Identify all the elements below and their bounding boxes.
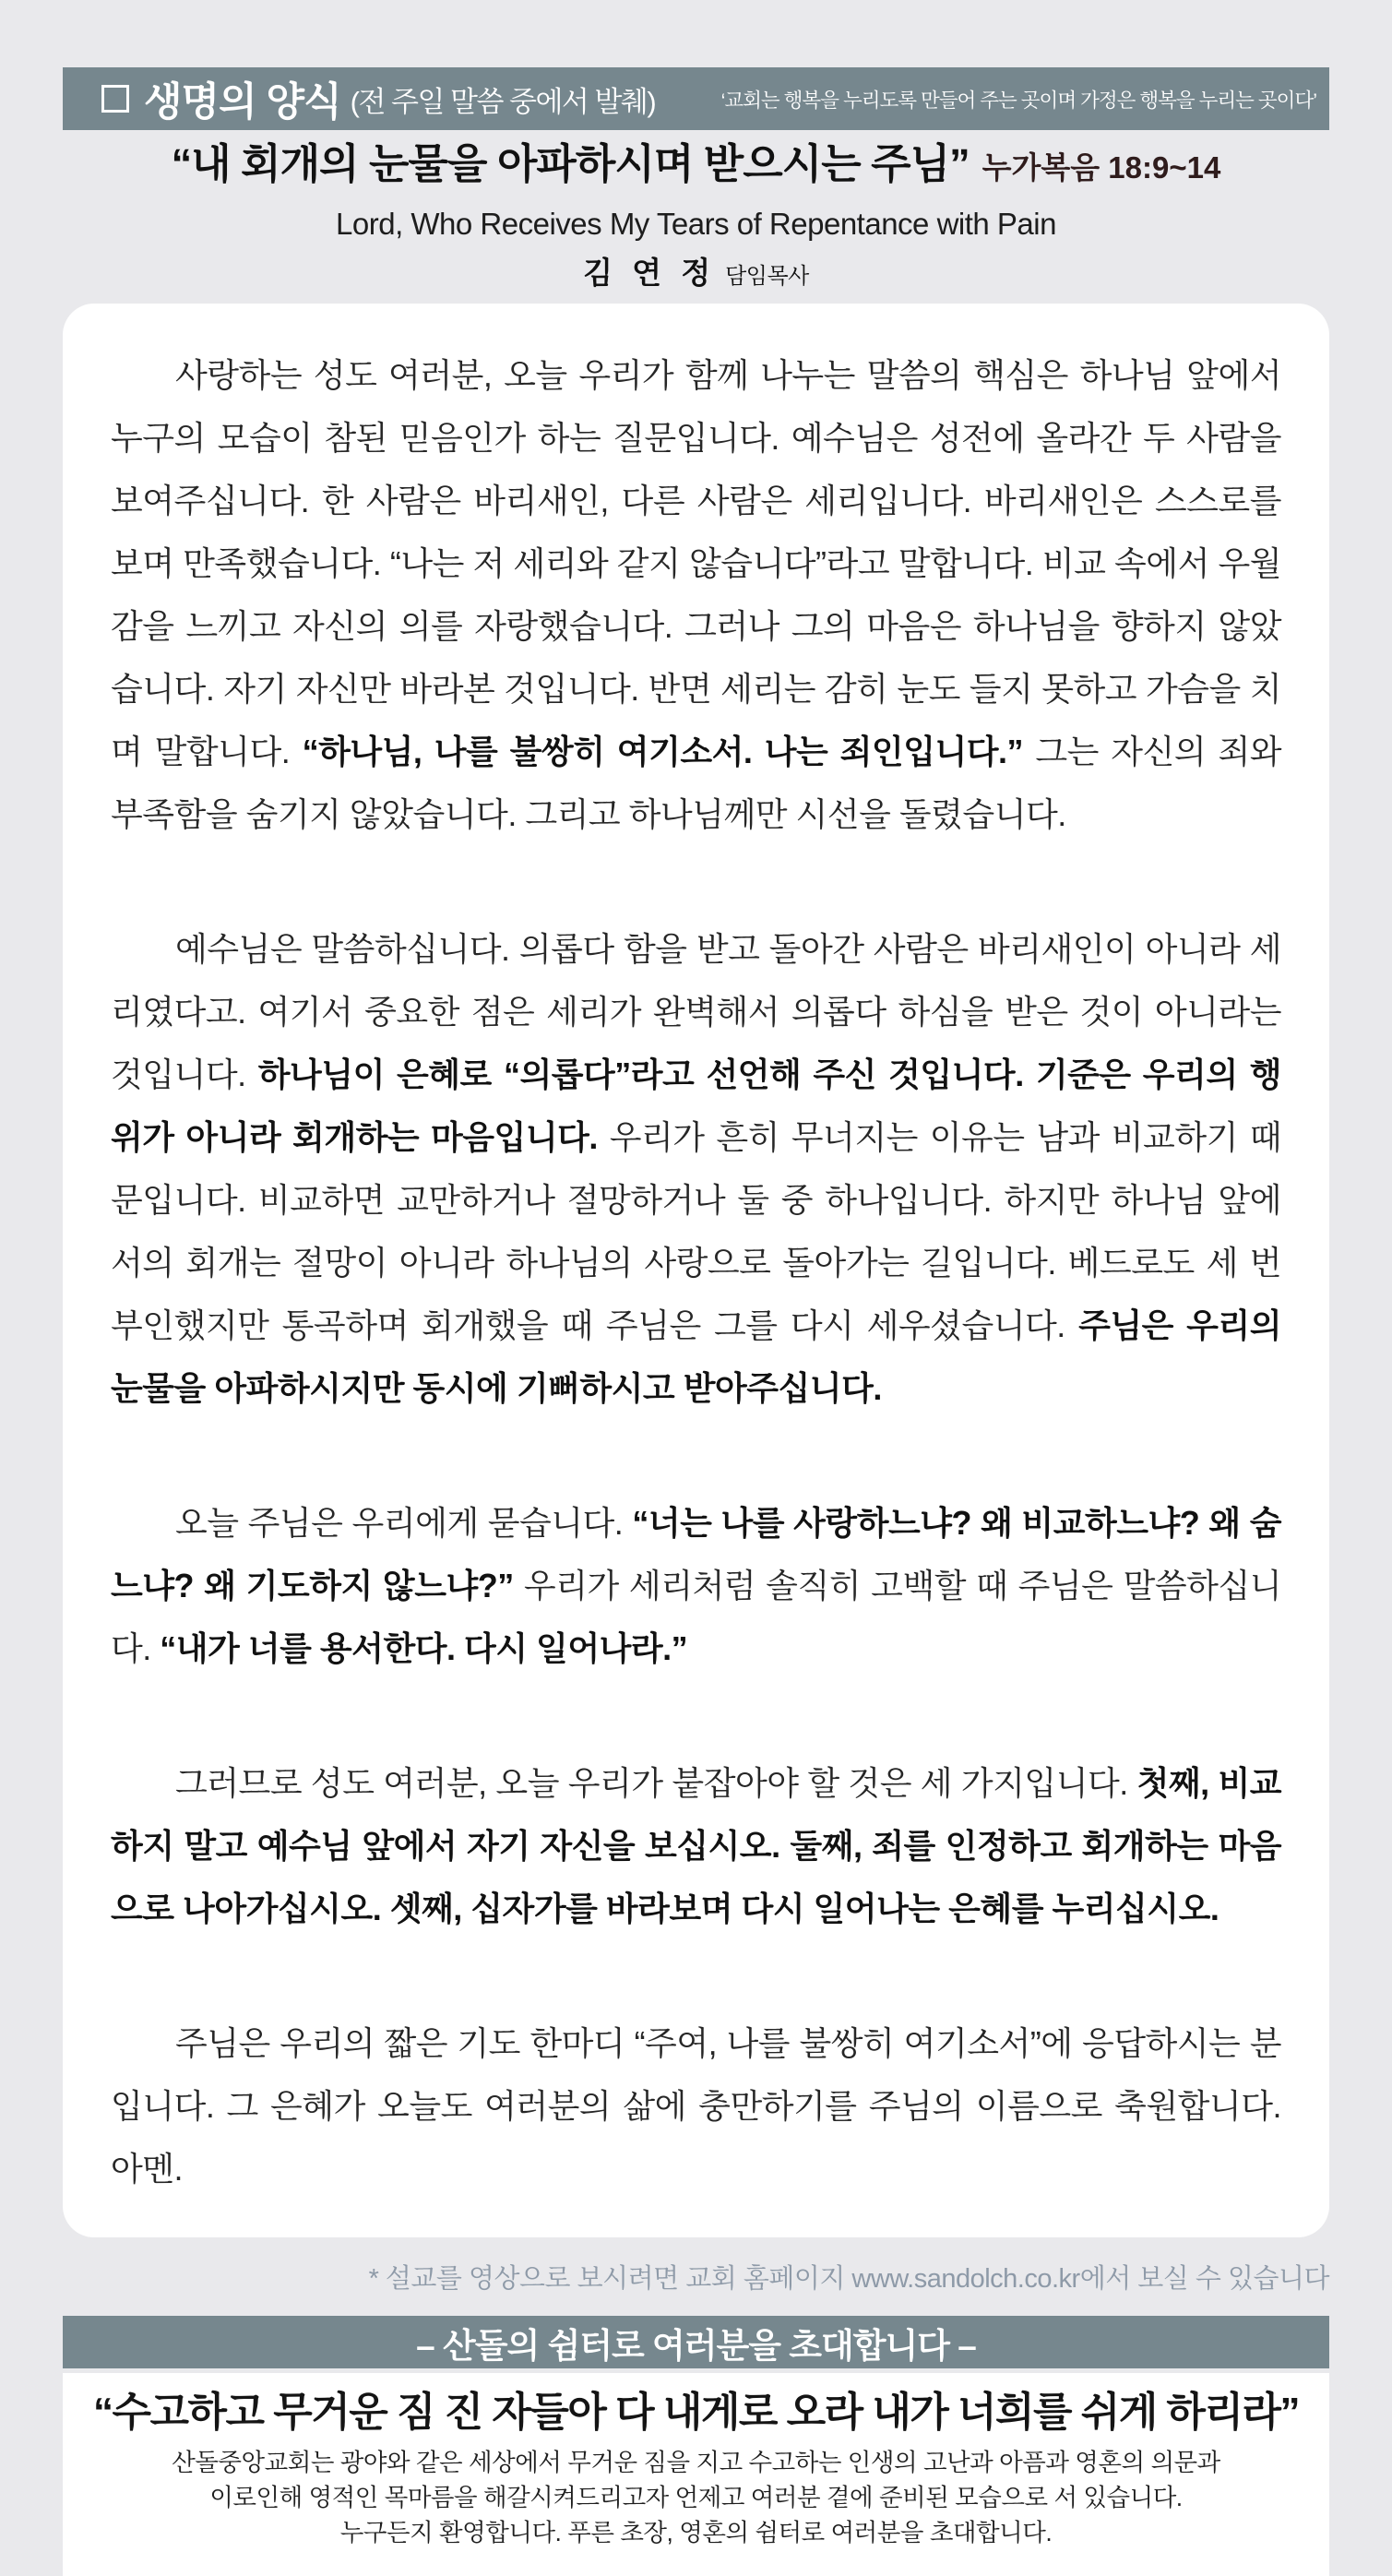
invitation-description xyxy=(79,2445,1313,2550)
sermon-paragraph xyxy=(111,1752,1281,1940)
author-line xyxy=(63,249,1329,292)
sermon-paragraph xyxy=(111,344,1281,846)
emphasis-text: 첫째, 비교하지 말고 예수님 앞에서 자기 자신을 보십시오. 둘째, 죄를 인정하고 회개하는 마음으로 나아가십시오. 셋째, 십자가를 바라보며 다시 일어나는 은혜를 누리십시오. xyxy=(111,1764,1281,1927)
invitation-header-bar xyxy=(63,2316,1329,2368)
sermon-title-english: Lord, Who Receives My Tears of Repentance with Pain xyxy=(336,207,1056,241)
body-text: 사랑하는 성도 여러분, 오늘 우리가 함께 나누는 말씀의 핵심은 하나님 앞에서 누구의 모습이 참된 믿음인가 하는 질문입니다. 예수님은 성전에 올라간 두 사람을 보여주십니다. 한 사람은 바리새인, 다른 사람은 세리입니다. 바리새인은 스스로를 보며 만족했습니다. “나는 저 세리와 같지 않습니다”라고 말합니다. 비교 속에서 우월감을 느끼고 자신의 의를 자랑했습니다. 그러나 그의 마음은 하나님을 향하지 않았습니다. 자기 자신만 바라본 것입니다. 반면 세리는 감히 눈도 들지 못하고 가슴을 치며 말합니다. xyxy=(111,356,1281,770)
square-bullet-icon xyxy=(101,85,129,113)
body-text: 예수님은 말씀하십니다. 의롭다 함을 받고 돌아간 사람은 바리새인이 아니라 세리였다고. 여기서 중요한 점은 세리가 완벽해서 의롭다 하심을 받은 것이 아니라는 것입니다. xyxy=(111,930,1281,1093)
invitation-bar-title: – 산돌의 쉼터로 여러분을 초대합니다 – xyxy=(416,2326,976,2365)
sermon-paragraph xyxy=(111,918,1281,1420)
invitation-quote: “수고하고 무거운 짐 진 자들아 다 내게로 오라 내가 너희를 쉬게 하리라” xyxy=(92,2390,1300,2435)
section-title: 생명의 양식 xyxy=(144,79,341,125)
video-note: * 설교를 영상으로 보시려면 교회 홈페이지 www.sandolch.co.kr에서 보실 수 있습니다 xyxy=(368,2264,1329,2294)
body-text: 우리가 흔히 무너지는 이유는 남과 비교하기 때문입니다. 비교하면 교만하거나 절망하거나 둘 중 하나입니다. 하지만 하나님 앞에서의 회개는 절망이 아니라 하나님의 사랑으로 돌아가는 길입니다. 베드로도 세 번 부인했지만 통곡하며 회개했을 때 주님은 그를 다시 세우셨습니다. xyxy=(111,1118,1282,1344)
emphasis-text: “너는 나를 사랑하느냐? 왜 비교하느냐? 왜 숨느냐? 왜 기도하지 않느냐?” xyxy=(111,1504,1281,1604)
sermon-paragraph xyxy=(111,1492,1281,1680)
body-text: 우리가 세리처럼 솔직히 고백할 때 주님은 말씀하십니다. xyxy=(111,1567,1281,1667)
invitation-box xyxy=(63,2373,1329,2576)
body-text: 그러므로 성도 여러분, 오늘 우리가 붙잡아야 할 것은 세 가지입니다. xyxy=(175,1764,1137,1802)
emphasis-text: “하나님, 나를 불쌍히 여기소서. 나는 죄인입니다.” xyxy=(302,733,1024,770)
emphasis-text: “내가 너를 용서한다. 다시 일어나라.” xyxy=(160,1629,688,1667)
scripture-reference: 누가복음 18:9~14 xyxy=(982,150,1221,185)
invitation-line: 누구든지 환영합니다. 푸른 초장, 영혼의 쉼터로 여러분을 초대합니다. xyxy=(339,2519,1053,2546)
section-header-bar xyxy=(63,67,1329,130)
section-quote: ‘교회는 행복을 누리도록 만들어 주는 곳이며 가정은 행복을 누리는 곳이다’ xyxy=(720,89,1316,112)
sermon-title-line xyxy=(63,137,1329,201)
section-subtitle: (전 주일 말씀 중에서 발췌) xyxy=(350,85,656,118)
invitation-line: 산돌중앙교회는 광야와 같은 세상에서 무거운 짐을 지고 수고하는 인생의 고난과 아픔과 영혼의 의문과 xyxy=(172,2449,1220,2476)
author-name: 김 연 정 xyxy=(583,256,717,290)
body-text: 그는 자신의 죄와 부족함을 숨기지 않았습니다. 그리고 하나님께만 시선을 돌렸습니다. xyxy=(111,733,1282,833)
body-text: 오늘 주님은 우리에게 묻습니다. xyxy=(175,1504,633,1542)
author-role: 담임목사 xyxy=(725,264,809,289)
sermon-title: “내 회개의 눈물을 아파하시며 받으시는 주님” xyxy=(171,140,970,187)
emphasis-text: 주님은 우리의 눈물을 아파하시지만 동시에 기뻐하시고 받아주십니다. xyxy=(111,1306,1281,1407)
emphasis-text: 하나님이 은혜로 “의롭다”라고 선언해 주신 것입니다. 기준은 우리의 행위가 아니라 회개하는 마음입니다. xyxy=(111,1055,1282,1156)
body-text: 주님은 우리의 짧은 기도 한마디 “주여, 나를 불쌍히 여기소서”에 응답하시는 분입니다. 그 은혜가 오늘도 여러분의 삶에 충만하기를 주님의 이름으로 축원합니다. 아멘. xyxy=(111,2024,1281,2188)
invitation-line: 이로인해 영적인 목마름을 해갈시켜드리고자 언제고 여러분 곁에 준비된 모습으로 서 있습니다. xyxy=(209,2484,1183,2511)
sermon-paragraph xyxy=(111,2012,1281,2200)
sermon-body-box xyxy=(63,304,1329,2237)
